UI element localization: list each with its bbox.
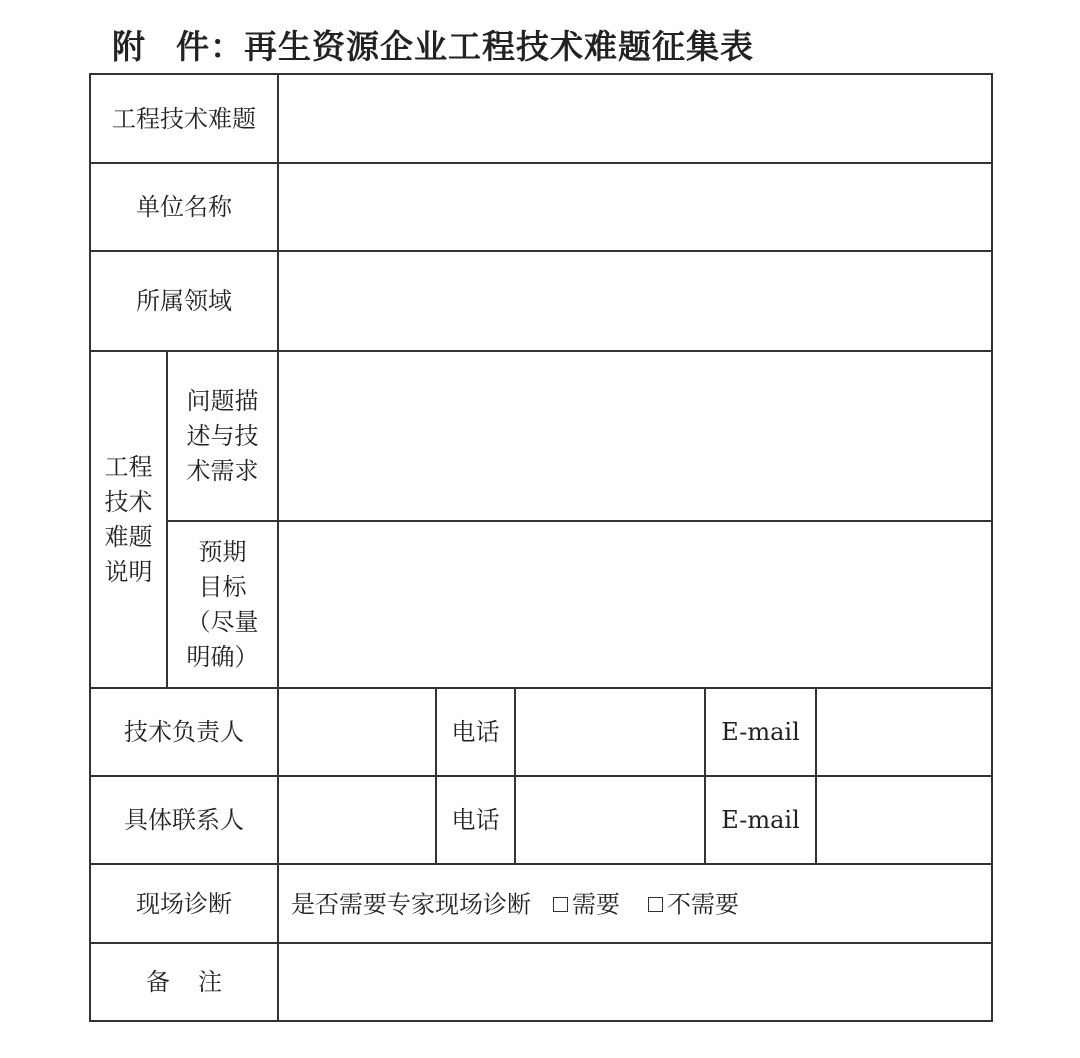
label-contact-person: 具体联系人: [90, 776, 278, 864]
input-problem-description[interactable]: [278, 351, 992, 521]
form-title: [112, 22, 754, 72]
input-tech-lead[interactable]: [278, 688, 436, 776]
label-unit-name: 单位名称: [90, 163, 278, 251]
label-problem-description: 问题描 述与技 术需求: [167, 351, 278, 521]
label-expected-goal: 预期 目标 （尽量 明确）: [167, 521, 278, 688]
input-contact-email[interactable]: [816, 776, 992, 864]
label-problem-explanation: 工程 技术 难题 说明: [90, 351, 167, 688]
input-engineering-problem[interactable]: [278, 74, 992, 163]
input-field[interactable]: [278, 251, 992, 351]
need-checkbox[interactable]: [553, 897, 568, 912]
label-onsite-diagnosis: 现场诊断: [90, 864, 278, 943]
label-engineering-problem: 工程技术难题: [90, 74, 278, 163]
input-remarks[interactable]: [278, 943, 992, 1021]
label-contact-phone: 电话: [436, 776, 515, 864]
label-tech-lead-email: E-mail: [705, 688, 816, 776]
no-need-checkbox[interactable]: [648, 897, 663, 912]
input-contact-person[interactable]: [278, 776, 436, 864]
input-unit-name[interactable]: [278, 163, 992, 251]
input-contact-phone[interactable]: [515, 776, 705, 864]
need-option-label: 需要: [572, 890, 620, 919]
onsite-diagnosis-options: [278, 864, 992, 943]
onsite-question: 是否需要专家现场诊断: [291, 890, 531, 919]
input-tech-lead-email[interactable]: [816, 688, 992, 776]
no-need-option-label: 不需要: [667, 890, 739, 919]
form-title-text: 件：再生资源企业工程技术难题征集表: [176, 27, 754, 66]
form-title-prefix: 附: [112, 27, 146, 66]
input-tech-lead-phone[interactable]: [515, 688, 705, 776]
label-field: 所属领域: [90, 251, 278, 351]
collection-form-table: [89, 73, 993, 1022]
label-tech-lead: 技术负责人: [90, 688, 278, 776]
input-expected-goal[interactable]: [278, 521, 992, 688]
label-tech-lead-phone: 电话: [436, 688, 515, 776]
label-remarks: 备 注: [90, 943, 278, 1021]
label-contact-email: E-mail: [705, 776, 816, 864]
